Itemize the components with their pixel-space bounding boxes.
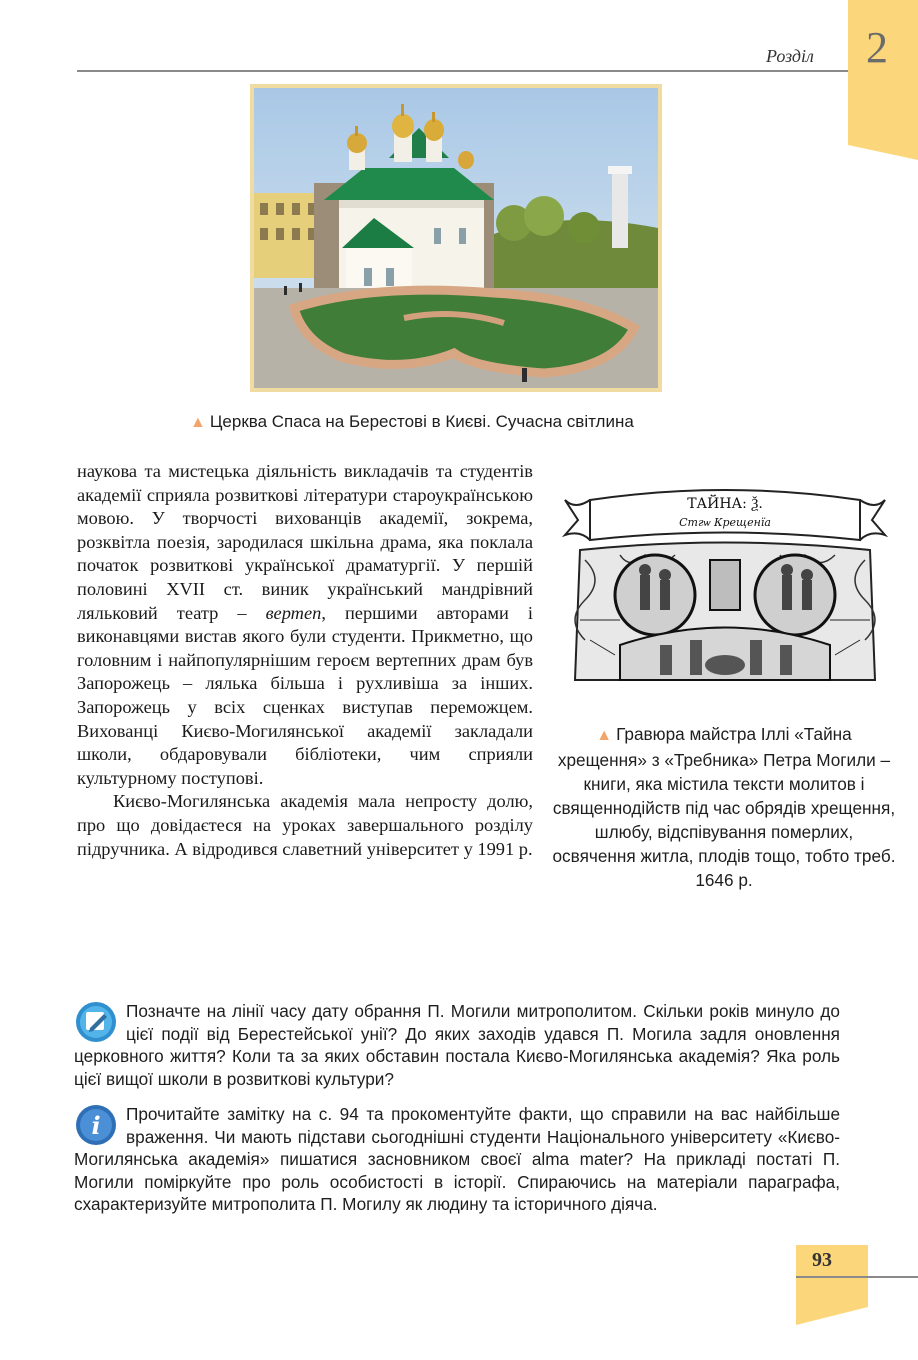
photo-caption-text: Церква Спаса на Берестові в Києві. Сучасна світлина [209,412,634,431]
task-2 [74,1103,840,1216]
pencil-icon [74,1000,120,1044]
svg-text:i: i [91,1111,101,1140]
triangle-marker-icon: ▲ [596,727,613,744]
header-rule [77,70,852,72]
task-1 [74,1000,840,1090]
vertep-term: вертеп [265,602,322,623]
engraving-caption-text: Гравюра майстра Іллі «Тайна хрещення» з «Требника» Петра Могили – книги, яка містила тексти молитов і священнодійств під час обрядів хрещення, шлюбу, відспівування померлих, освячення житла, плодів тощо, тобто треб. 1646 р. [552,724,896,890]
paragraph-1-part-2: , першими авторами і виконавцями вистав якого були студенти. Прикметно, що головним і найпопулярнішим героєм вертепних драм був Запорожець – лялька більша і рухливіша за інших. Запорожець у всіх сценках виступав переможцем. Вихованці Києво-Могилянської академії закладали школи, обдаровували бібліотеки, чим сприяли культурному поступові. [77,602,533,788]
banner-line-2: Стгѡ Крещенїа [679,516,771,529]
church-illustration [254,88,658,388]
chapter-number: 2 [866,23,888,72]
page-number: 93 [812,1249,832,1271]
main-text [77,460,533,861]
banner-line-1: ТАЙНА: Ѯ. [687,496,763,512]
triangle-marker-icon: ▲ [190,414,206,431]
church-photo [250,84,662,392]
engraving-caption [552,722,896,892]
task-1-text: Позначте на лінії часу дату обрання П. Могили митрополитом. Скільки років минуло до цієї події від Берестейської унії? До яких заходів удався П. Могила задля оновлення церковного життя? Коли та за яких обставин постала Києво-Могилянська академія? Яка роль цієї вищої школи в розвиткові культури? [74,1001,840,1089]
photo-caption [190,412,634,432]
paragraph-1-part-1: наукова та мистецька діяльність викладачів та студентів академії сприяла розвиткові літератури староукраїнською мовою. У творчості вихованців академії, зокрема, розквітла поезія, зародилася шкільна драма, яка поклала початок розвиткові української драматургії. У першій половині XVII ст. виник український мандрівний ляльковий театр – [77,461,533,623]
page-rule [796,1276,918,1278]
paragraph-1 [77,460,533,790]
info-icon [74,1103,120,1147]
task-2-text: Прочитайте замітку на с. 94 та прокоментуйте факти, що справили на вас найбільше враження. Чи мають підстави сьогоднішні студенти Національного університету «Києво-Могилянська академія» пишатися засновником своєї alma mater? На прикладі постаті П. Могили поміркуйте про роль особистості в історії. Спираючись на матеріали параграфа, схарактеризуйте митрополита П. Могилу як людину та історичного діяча. [74,1104,840,1215]
paragraph-2: Києво-Могилянська академія мала непросту долю, про що довідаєтеся на уроках завершального розділу підручника. А відродився славетний університет у 1991 р. [77,791,533,859]
page-number-tab [796,1245,868,1325]
section-label: Розділ [766,46,814,66]
engraving-illustration [560,480,890,685]
